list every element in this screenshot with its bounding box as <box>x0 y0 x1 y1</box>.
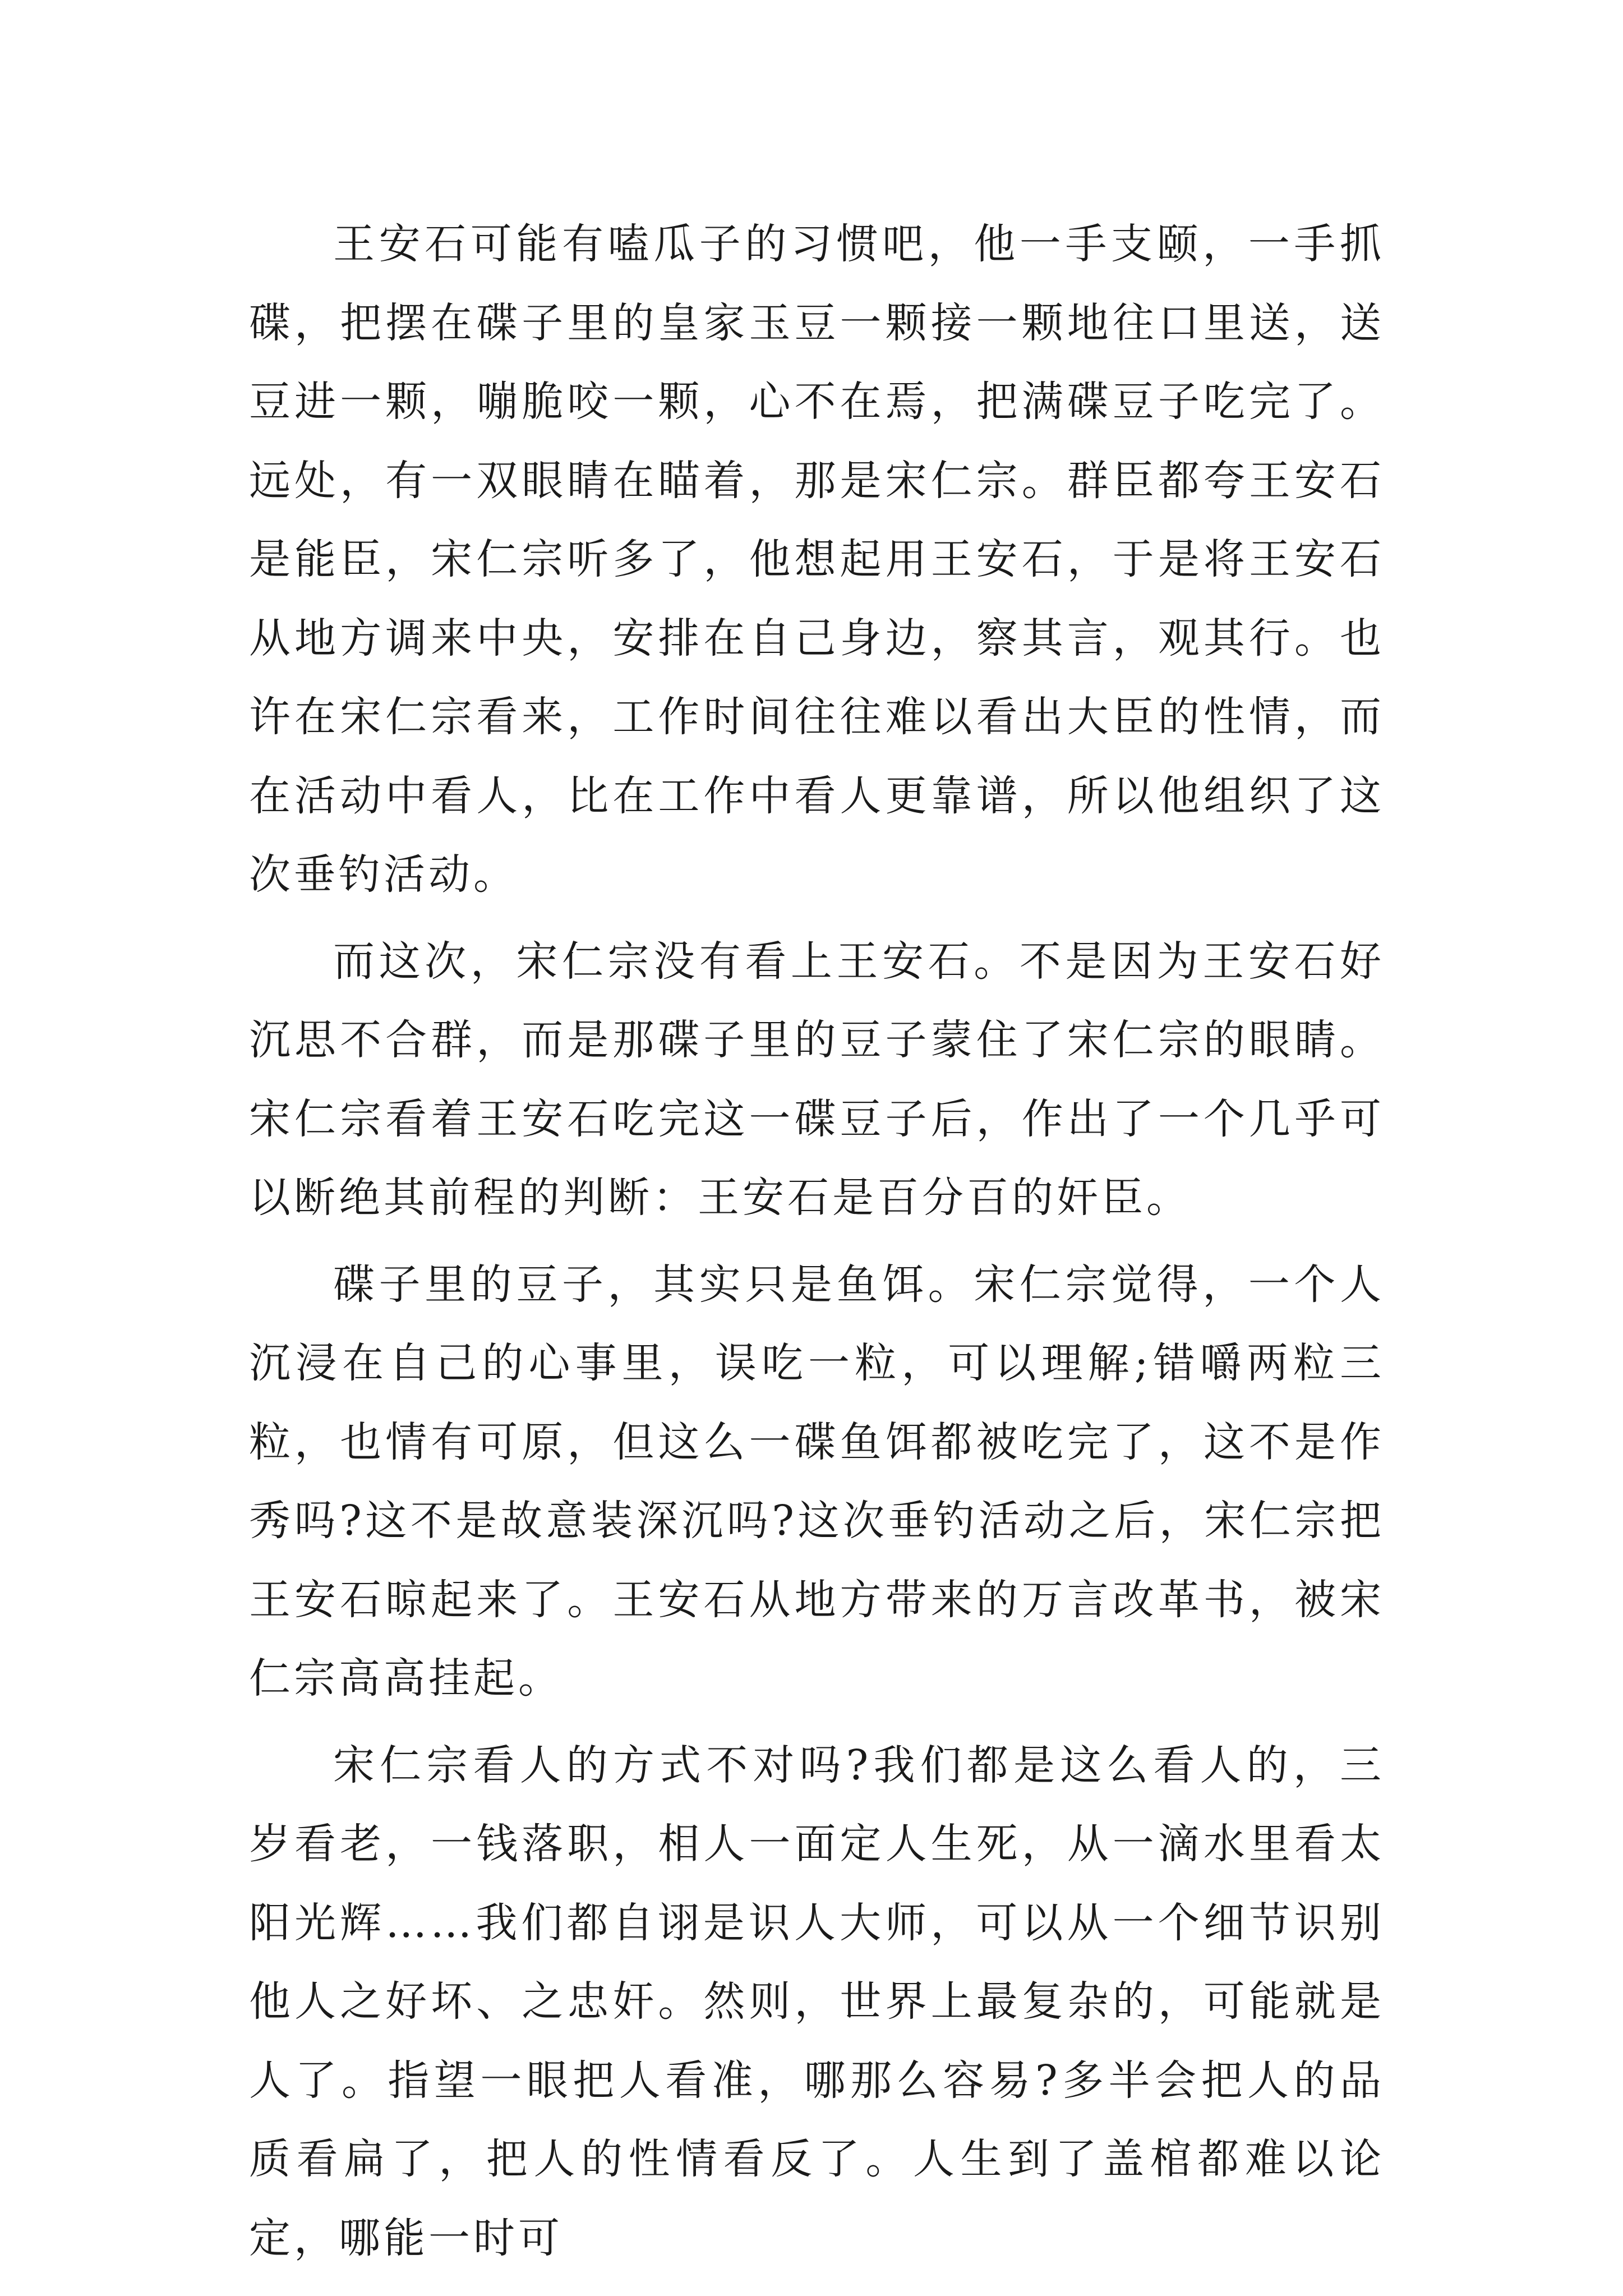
paragraph-3: 碟子里的豆子，其实只是鱼饵。宋仁宗觉得，一个人沉浸在自己的心事里，误吃一粒，可以理解;错嚼两粒三粒，也情有可原，但这么一碟鱼饵都被吃完了，这不是作秀吗?这不是故意装深沉吗?这次垂钓活动之后，宋仁宗把王安石晾起来了。王安石从地方带来的万言改革书，被宋仁宗高高挂起。 <box>249 1260 1385 1703</box>
paragraph-1: 王安石可能有嗑瓜子的习惯吧，他一手支颐，一手抓碟，把摆在碟子里的皇家玉豆一颗接一颗地往口里送，送豆进一颗，嘣脆咬一颗，心不在焉，把满碟豆子吃完了。远处，有一双眼睛在瞄着，那是宋仁宗。群臣都夸王安石是能臣，宋仁宗听多了，他想起用王安石，于是将王安石从地方调来中央，安排在自己身边，察其言，观其行。也许在宋仁宗看来，工作时间往往难以看出大臣的性情，而在活动中看人，比在工作中看人更靠谱，所以他组织了这次垂钓活动。 <box>249 220 1385 899</box>
paragraph-2: 而这次，宋仁宗没有看上王安石。不是因为王安石好沉思不合群，而是那碟子里的豆子蒙住了宋仁宗的眼睛。宋仁宗看着王安石吃完这一碟豆子后，作出了一个几乎可以断绝其前程的判断：王安石是百分百的奸臣。 <box>249 937 1385 1222</box>
paragraph-4: 宋仁宗看人的方式不对吗?我们都是这么看人的，三岁看老，一钱落职，相人一面定人生死，从一滴水里看太阳光辉……我们都自诩是识人大师，可以从一个细节识别他人之好坏、之忠奸。然则，世界上最复杂的，可能就是人了。指望一眼把人看准，哪那么容易?多半会把人的品质看扁了，把人的性情看反了。人生到了盖棺都难以论定，哪能一时可 <box>249 1741 1385 2262</box>
article-body <box>249 205 1385 2285</box>
